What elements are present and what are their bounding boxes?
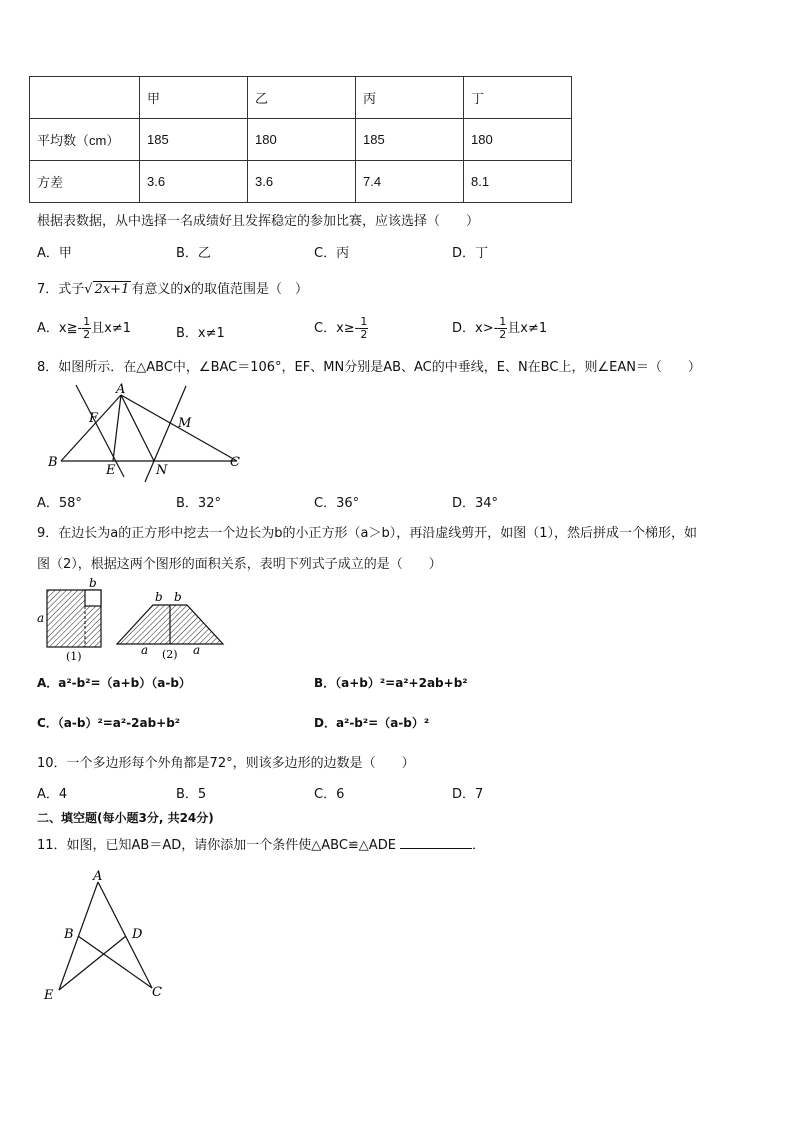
label-b: b — [174, 590, 182, 604]
table-cell: 185 — [356, 119, 464, 161]
q7-option-a-post: 且x≠1 — [91, 321, 132, 336]
answer-blank[interactable] — [400, 836, 472, 849]
q11-stem-text: 11．如图，已知AB＝AD，请你添加一个条件使△ABC≌△ADE — [37, 838, 396, 853]
segment-ab — [61, 395, 121, 461]
table-cell: 185 — [140, 119, 248, 161]
triangle-figure-q11 — [38, 866, 178, 1006]
q9-option-d: D．a²-b²=（a-b）² — [314, 716, 430, 730]
q10-option-c: C．6 — [314, 787, 345, 802]
q7-suffix: 有意义的x的取值范围是（ ） — [131, 282, 309, 297]
label-a: a — [193, 643, 201, 657]
q10-option-a: A．4 — [37, 787, 68, 802]
table-header-cell: 乙 — [248, 77, 356, 119]
label-n: N — [156, 463, 168, 478]
label-c: C — [230, 455, 240, 470]
q8-option-c: C．36° — [314, 496, 360, 511]
q7-option-c — [314, 316, 368, 341]
figure-1-label: (1) — [66, 650, 82, 663]
label-m: M — [178, 416, 192, 431]
table-cell: 8.1 — [464, 161, 572, 203]
q9-option-c: C．（a-b）²=a²-2ab+b² — [37, 716, 181, 730]
label-e: E — [106, 463, 116, 478]
table-header-cell: 甲 — [140, 77, 248, 119]
square-trapezoid-figure-q9 — [35, 576, 230, 664]
table-header-row — [30, 77, 572, 119]
data-table — [29, 76, 572, 203]
label-a: A — [93, 869, 103, 884]
label-b: B — [48, 455, 58, 470]
label-c: C — [152, 985, 162, 1000]
label-a: A — [116, 382, 126, 397]
q8-option-a: A．58° — [37, 496, 82, 511]
label-a: a — [141, 643, 149, 657]
label-f: F — [89, 411, 99, 426]
table-header-cell: 丙 — [356, 77, 464, 119]
table-cell: 180 — [248, 119, 356, 161]
segment-ae — [113, 395, 121, 461]
sqrt-icon: √ — [84, 282, 93, 297]
q9-option-b: B．（a+b）²=a²+2ab+b² — [314, 676, 468, 690]
q6-option-a: A．甲 — [37, 246, 72, 261]
q9-stem-line1: 9．在边长为a的正方形中挖去一个边长为b的小正方形（a＞b），再沿虚线剪开，如图（1），然后拼成一个梯形，如 — [37, 526, 697, 541]
table-cell: 3.6 — [248, 161, 356, 203]
q7-option-a — [37, 316, 131, 341]
q7-option-c-pre: C．x≥- — [314, 321, 360, 336]
q11-stem-end: ． — [471, 838, 485, 853]
segment-bc — [78, 936, 152, 988]
q9-option-a: A．a²-b²=（a+b）（a-b） — [37, 676, 191, 690]
fraction-denominator: 2 — [83, 328, 91, 341]
section-title: 二、填空题(每小题3分, 共24分) — [37, 811, 214, 825]
q7-stem — [37, 278, 308, 297]
label-b: b — [89, 576, 97, 590]
q7-option-b: B．x≠1 — [176, 326, 225, 341]
small-square — [85, 590, 101, 606]
q8-option-b: B．32° — [176, 496, 221, 511]
q10-stem: 10．一个多边形每个外角都是72°，则该多边形的边数是（ ） — [37, 756, 415, 771]
q7-option-a-pre: A．x≧- — [37, 321, 83, 336]
q7-radicand: 2x+1 — [94, 282, 130, 297]
q9-stem-line2: 图（2），根据这两个图形的面积关系，表明下列式子成立的是（ ） — [37, 557, 442, 572]
q7-prefix: 7．式子 — [37, 282, 85, 297]
figure-2-label: (2) — [162, 648, 178, 661]
q7-option-d — [452, 316, 547, 341]
label-e: E — [44, 988, 54, 1003]
fraction-numerator: 1 — [499, 315, 507, 328]
q7-option-d-pre: D．x>- — [452, 321, 499, 336]
triangle-figure-q8 — [40, 380, 250, 484]
q6-option-d: D．丁 — [452, 246, 489, 261]
q6-option-c: C．丙 — [314, 246, 350, 261]
table-cell: 180 — [464, 119, 572, 161]
label-a: a — [37, 611, 45, 625]
label-b: B — [64, 927, 74, 942]
fraction — [498, 316, 507, 341]
table-row — [30, 119, 572, 161]
fraction-denominator: 2 — [499, 328, 507, 341]
fraction-numerator: 1 — [360, 315, 368, 328]
q6-stem: 根据表数据，从中选择一名成绩好且发挥稳定的参加比赛，应该选择（ ） — [37, 214, 480, 229]
table-cell: 平均数（cm） — [30, 119, 140, 161]
q8-stem: 8．如图所示．在△ABC中，∠BAC＝106°，EF、MN分别是AB、AC的中垂线，E、N在BC上，则∠EAN＝（ ） — [37, 360, 701, 375]
q10-option-d: D．7 — [452, 787, 484, 802]
table-cell: 方差 — [30, 161, 140, 203]
label-b: b — [155, 590, 163, 604]
q11-stem — [37, 834, 485, 853]
fraction-numerator: 1 — [83, 315, 91, 328]
q6-option-b: B．乙 — [176, 246, 211, 261]
table-header-cell: 丁 — [464, 77, 572, 119]
q10-option-b: B．5 — [176, 787, 207, 802]
q7-option-d-post: 且x≠1 — [507, 321, 548, 336]
table-cell: 7.4 — [356, 161, 464, 203]
q8-option-d: D．34° — [452, 496, 499, 511]
table-row — [30, 161, 572, 203]
fraction-denominator: 2 — [360, 328, 368, 341]
table-cell: 3.6 — [140, 161, 248, 203]
table-header-cell — [30, 77, 140, 119]
fraction — [359, 316, 368, 341]
segment-ac — [98, 882, 152, 988]
fraction — [82, 316, 91, 341]
label-d: D — [132, 927, 143, 942]
